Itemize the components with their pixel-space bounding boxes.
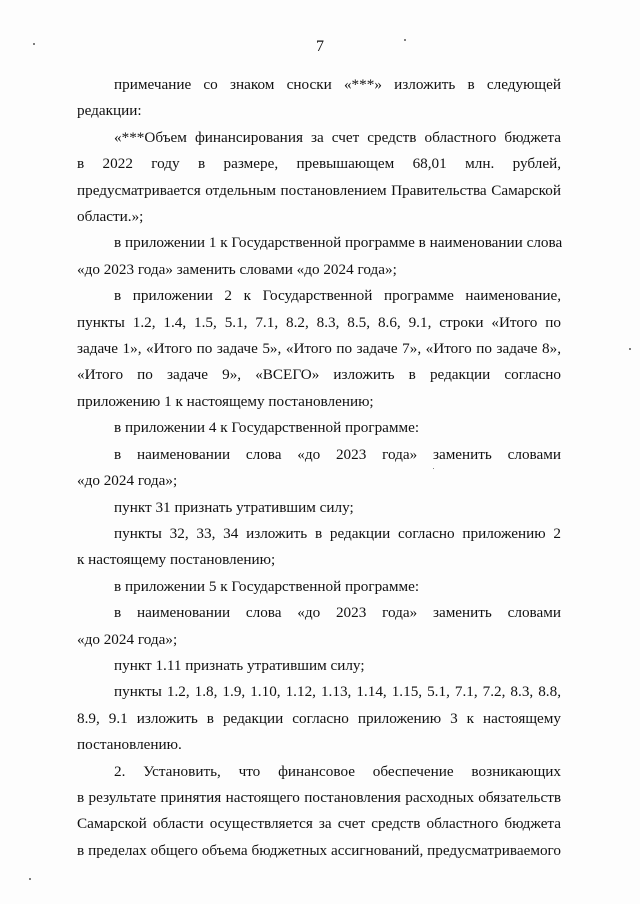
text-line: к настоящему постановлению; bbox=[77, 551, 276, 569]
text-line: в приложении 1 к Государственной программе в наименовании слова bbox=[114, 234, 563, 252]
text-line: в приложении 4 к Государственной программе: bbox=[114, 419, 420, 437]
paragraph-footnote-note bbox=[77, 72, 561, 125]
paragraph-appendix-4-items bbox=[77, 521, 561, 574]
text-line: в 2022 году в размере, превышающем 68,01 млн. рублей, bbox=[77, 155, 561, 173]
text-line: 8.9, 9.1 изложить в редакции согласно приложению 3 к настоящему bbox=[77, 709, 561, 727]
text-line: в результате принятия настоящего постановления расходных обязательств bbox=[77, 788, 561, 806]
text-line: области.»; bbox=[77, 208, 144, 226]
text-line: «до 2024 года»; bbox=[77, 630, 178, 648]
text-line: в наименовании слова «до 2023 года» заменить словами bbox=[114, 445, 561, 463]
text-line: 2. Установить, что финансовое обеспечение возникающих bbox=[114, 762, 561, 780]
text-line: пункт 31 признать утратившим силу; bbox=[114, 498, 354, 516]
scan-speck bbox=[433, 468, 434, 469]
paragraph-appendix-2 bbox=[77, 283, 561, 415]
text-line: «Итого по задаче 9», «ВСЕГО» изложить в редакции согласно bbox=[77, 366, 561, 384]
paragraph-appendix-4-title bbox=[77, 442, 561, 495]
text-line: предусматривается отдельным постановлением Правительства Самарской bbox=[77, 181, 561, 199]
paragraph-appendix-5-intro bbox=[77, 574, 561, 600]
text-line: «до 2023 года» заменить словами «до 2024 года»; bbox=[77, 260, 397, 278]
paragraph-appendix-4-intro bbox=[77, 415, 561, 441]
scan-speck bbox=[29, 878, 31, 880]
paragraph-clause-2 bbox=[77, 759, 561, 865]
text-line: пункты 1.2, 1.8, 1.9, 1.10, 1.12, 1.13, 1.14, 1.15, 5.1, 7.1, 7.2, 8.3, 8.8, bbox=[114, 683, 561, 701]
document-body bbox=[77, 72, 561, 864]
text-line: постановлению. bbox=[77, 736, 182, 754]
text-line: пункты 1.2, 1.4, 1.5, 5.1, 7.1, 8.2, 8.3, 8.5, 8.6, 9.1, строки «Итого по bbox=[77, 313, 561, 331]
paragraph-footnote-text bbox=[77, 125, 561, 231]
scan-speck bbox=[33, 43, 35, 45]
text-line: в приложении 2 к Государственной программе наименование, bbox=[114, 287, 561, 305]
scan-speck bbox=[404, 39, 406, 41]
text-line: «***Объем финансирования за счет средств областного бюджета bbox=[114, 128, 561, 146]
text-line: в приложении 5 к Государственной программе: bbox=[114, 577, 420, 595]
text-line: Самарской области осуществляется за счет средств областного бюджета bbox=[77, 815, 561, 833]
page-number: 7 bbox=[316, 38, 324, 55]
text-line: пункты 32, 33, 34 изложить в редакции согласно приложению 2 bbox=[114, 524, 561, 542]
paragraph-appendix-1 bbox=[77, 230, 561, 283]
paragraph-appendix-5-items bbox=[77, 679, 561, 758]
text-line: редакции: bbox=[77, 102, 142, 120]
paragraph-appendix-5-title bbox=[77, 600, 561, 653]
scan-speck bbox=[629, 348, 631, 350]
text-line: пункт 1.11 признать утратившим силу; bbox=[114, 656, 365, 674]
text-line: в наименовании слова «до 2023 года» заменить словами bbox=[114, 604, 561, 622]
text-line: «до 2024 года»; bbox=[77, 472, 178, 490]
paragraph-appendix-4-item-31 bbox=[77, 495, 561, 521]
text-line: задаче 1», «Итого по задаче 5», «Итого по задаче 7», «Итого по задаче 8», bbox=[77, 340, 561, 358]
text-line: приложению 1 к настоящему постановлению; bbox=[77, 392, 374, 410]
text-line: примечание со знаком сноски «***» изложить в следующей bbox=[114, 76, 561, 93]
text-line: в пределах общего объема бюджетных ассигнований, предусматриваемого bbox=[77, 841, 561, 859]
paragraph-appendix-5-item-1-11 bbox=[77, 653, 561, 679]
